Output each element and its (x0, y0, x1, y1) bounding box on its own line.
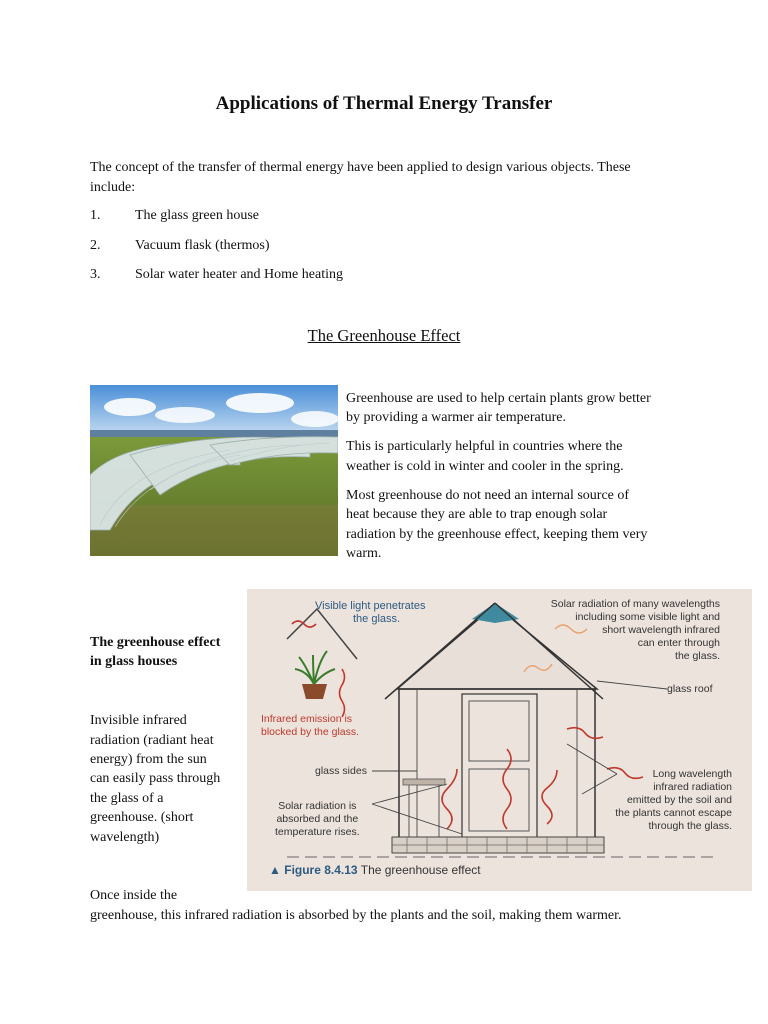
label-line: the glass. (675, 650, 720, 662)
side-body-line: energy) from the sun (90, 752, 207, 767)
list-item: Vacuum flask (thermos) (135, 238, 270, 253)
page-title: Applications of Thermal Energy Transfer (215, 93, 553, 114)
label-line: can enter through (637, 637, 720, 649)
closing-line: greenhouse, this infrared radiation is absorbed by the plants and the soil, making them warmer. (90, 908, 622, 923)
figure-caption (269, 864, 481, 877)
side-body-line: greenhouse. (short (90, 810, 194, 825)
side-heading-line: in glass houses (90, 654, 178, 669)
label-line: absorbed and the (276, 813, 359, 825)
label-infrared-blocked (261, 713, 359, 739)
label-line: through the glass. (648, 820, 732, 832)
side-body-line: Invisible infrared (90, 713, 187, 728)
description-line: Greenhouse are used to help certain plants grow better (346, 391, 651, 406)
label-line: emitted by the soil and (626, 794, 732, 806)
label-line: the glass. (353, 613, 401, 625)
label-line: the plants cannot escape (615, 807, 732, 819)
label-glass-sides: glass sides (315, 765, 367, 777)
description-line: This is particularly helpful in countries where the (346, 439, 623, 454)
greenhouse-photo (90, 385, 338, 556)
label-line: blocked by the glass. (261, 726, 360, 738)
side-body-line: radiation (radiant heat (90, 733, 214, 748)
label-long-wavelength (615, 768, 732, 833)
label-line: temperature rises. (275, 826, 360, 838)
label-line: Visible light penetrates (315, 600, 426, 612)
label-line: infrared radiation (653, 781, 732, 793)
description-line: Most greenhouse do not need an internal source of (346, 488, 630, 503)
label-line: short wavelength infrared (602, 624, 720, 636)
greenhouse-effect-figure (247, 589, 752, 891)
caption-number: Figure 8.4.13 (284, 863, 358, 877)
description-line: warm. (346, 546, 382, 561)
description-line: heat because they are able to trap enough solar (346, 507, 608, 522)
side-heading-line: The greenhouse effect (90, 635, 221, 650)
greenhouse-photo-image (90, 385, 338, 556)
description-line: weather is cold in winter and cooler in the spring. (346, 459, 624, 474)
label-glass-roof: glass roof (667, 683, 713, 695)
list-item-number: 1. (90, 208, 101, 223)
label-line: including some visible light and (575, 611, 720, 623)
caption-triangle-icon: ▲ (269, 863, 281, 877)
caption-text: The greenhouse effect (360, 863, 481, 877)
list-item: The glass green house (135, 208, 260, 223)
side-body-line: the glass of a (90, 791, 164, 806)
intro-line: include: (90, 180, 136, 195)
label-solar-radiation (551, 598, 720, 663)
intro-line: The concept of the transfer of thermal energy have been applied to design various objects. These (90, 160, 631, 175)
label-line: Solar radiation of many wavelengths (550, 598, 720, 610)
label-line: Infrared emission is (261, 713, 353, 725)
side-body-line: wavelength) (90, 830, 160, 845)
description-line: radiation by the greenhouse effect, keeping them very (346, 527, 648, 542)
section-title: The Greenhouse Effect (307, 326, 461, 345)
label-line: Long wavelength (652, 768, 732, 780)
label-absorbed (275, 800, 360, 839)
label-line: Solar radiation is (278, 800, 357, 812)
description-line: by providing a warmer air temperature. (346, 410, 567, 425)
label-visible-light (315, 600, 425, 626)
side-body-line: can easily pass through (90, 771, 221, 786)
list-item-number: 3. (90, 267, 101, 282)
list-item-number: 2. (90, 238, 101, 253)
closing-line: Once inside the (90, 888, 178, 903)
list-item: Solar water heater and Home heating (135, 267, 343, 282)
